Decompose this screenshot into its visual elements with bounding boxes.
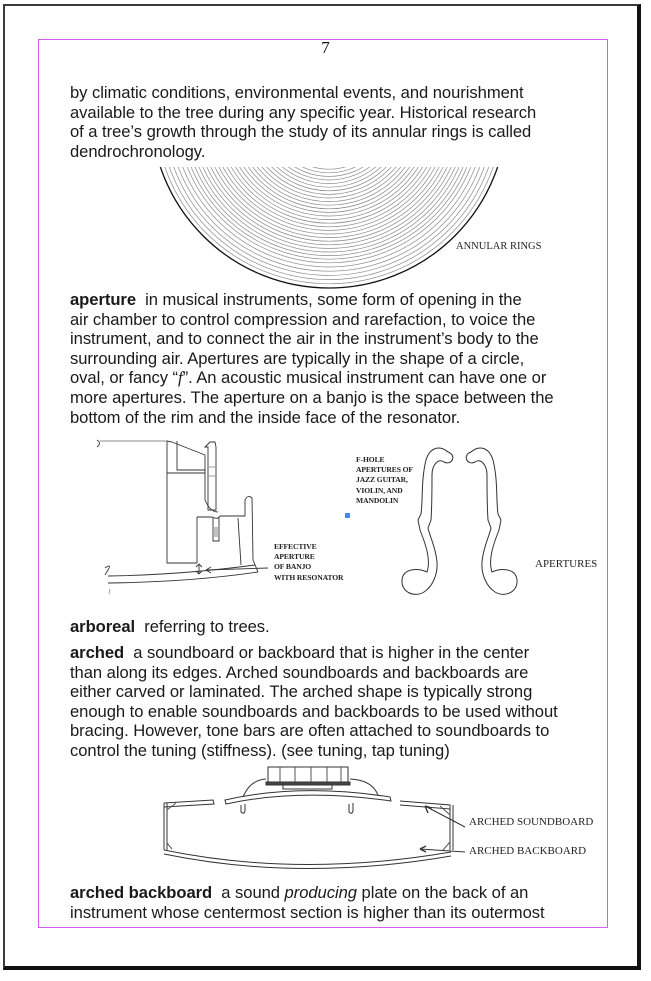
annular-rings-caption: ANNULAR RINGS [456, 241, 542, 252]
entry-line: bottom of the rim and the inside face of the resonator. [70, 407, 461, 427]
intro-line: available to the tree during any specific year. Historical research [70, 102, 537, 122]
apertures-caption: APERTURES [535, 558, 598, 570]
margin-guide [38, 39, 608, 928]
entry-line: than along its edges. Arched soundboards and backboards are [70, 662, 529, 682]
entry-arched [70, 643, 610, 761]
entry-line: instrument, and to connect the air in the instrument’s body to the [70, 329, 539, 349]
selection-handle[interactable] [345, 513, 350, 518]
entry-text: in musical instruments, some form of opening in the [145, 290, 522, 309]
label-line: JAZZ GUITAR, [356, 475, 408, 485]
entry-arboreal [70, 617, 610, 637]
entry-term: aperture [70, 290, 136, 309]
entry-line: either carved or laminated. The arched shape is typically strong [70, 682, 533, 702]
label-line: WITH RESONATOR [274, 572, 344, 582]
entry-line: surrounding air. Apertures are typically in the shape of a circle, [70, 348, 525, 368]
entry-text: a soundboard or backboard that is higher in the center [133, 643, 530, 662]
intro-line: by climatic conditions, environmental events, and nourishment [70, 83, 524, 102]
label-line: VIOLIN, AND [356, 485, 403, 495]
entry-term: arched backboard [70, 883, 213, 902]
entry-line: control the tuning (stiffness). (see tuning, tap tuning) [70, 740, 450, 760]
page-number: 7 [321, 38, 330, 57]
intro-paragraph [70, 83, 610, 161]
entry-line: enough to enable soundboards and backboards to be used without [70, 701, 558, 721]
label-line: OF BANJO [274, 562, 312, 572]
label-line: F-HOLE [356, 455, 385, 464]
entry-text: referring to trees. [144, 617, 270, 636]
label-line: APERTURES OF [356, 465, 413, 475]
entry-term: arched [70, 643, 125, 662]
entry-line: instrument whose centermost section is higher than its outermost [70, 902, 545, 922]
entry-line: air chamber to control compression and rarefaction, to voice the [70, 309, 536, 329]
entry-arched-backboard [70, 883, 610, 922]
intro-line: dendrochronology. [70, 141, 206, 161]
entry-text: plate on the back of an [361, 883, 529, 902]
banjo-aperture-label [274, 542, 343, 583]
arched-backboard-label: ARCHED BACKBOARD [469, 845, 587, 857]
entry-aperture [70, 290, 610, 427]
label-line: APERTURE [274, 552, 315, 562]
entry-text: oval, or fancy “ [70, 368, 179, 388]
f-hole-label [356, 455, 413, 506]
arched-soundboard-label: ARCHED SOUNDBOARD [469, 816, 594, 828]
label-line: EFFECTIVE [274, 542, 317, 551]
intro-line: of a tree’s growth through the study of its annular rings is called [70, 122, 532, 142]
entry-line: bracing. However, tone bars are often attached to soundboards to [70, 721, 550, 741]
entry-text: a sound [221, 883, 280, 902]
entry-line: more apertures. The aperture on a banjo is the space between the [70, 387, 554, 407]
entry-text-italic: producing [284, 883, 357, 902]
label-line: MANDOLIN [356, 495, 399, 505]
entry-term: arboreal [70, 617, 136, 636]
fancy-f: f [178, 368, 183, 388]
entry-text: ”. An acoustic musical instrument can have one or [182, 368, 547, 388]
